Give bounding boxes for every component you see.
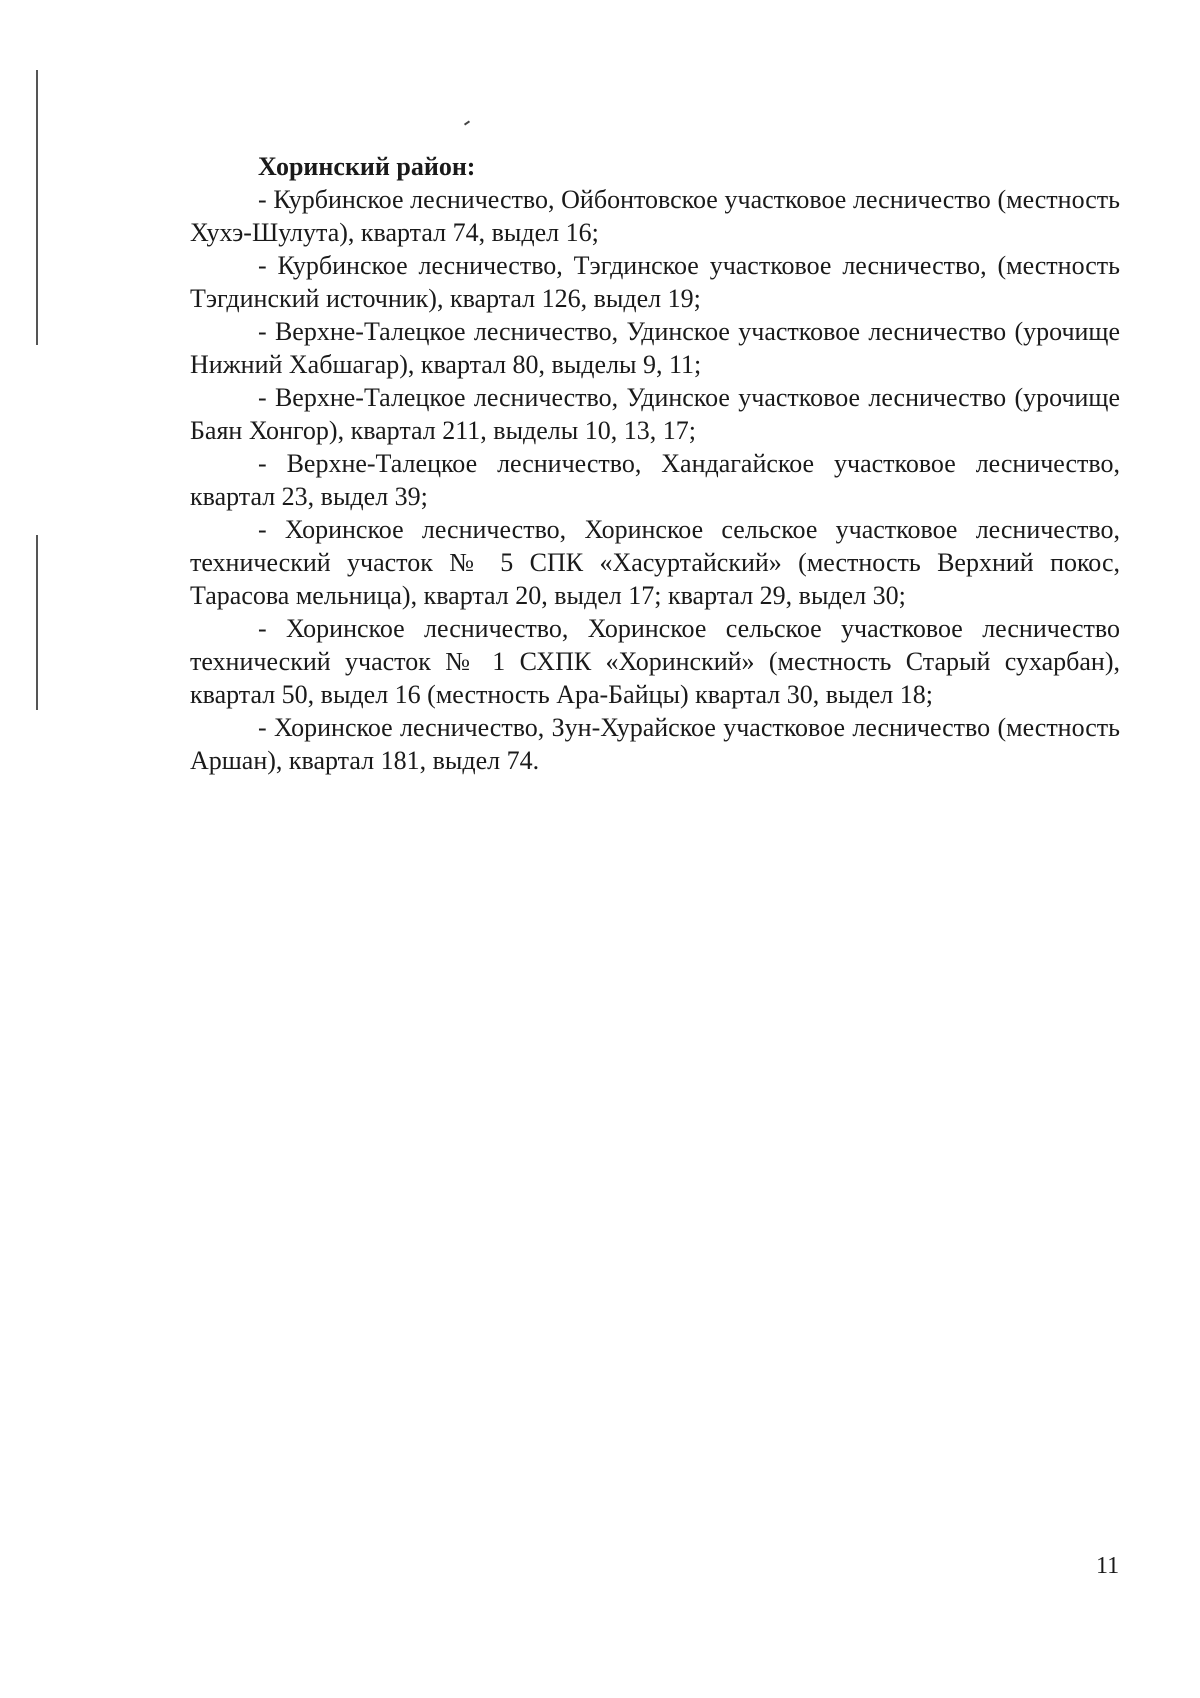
list-item: - Хоринское лесничество, Зун-Хурайское участковое лесничество (местность Аршан), квартал 181, выдел 74. bbox=[190, 713, 1120, 775]
list-item: - Курбинское лесничество, Тэгдинское участковое лесничество, (местность Тэгдинский источник), квартал 126, выдел 19; bbox=[190, 251, 1120, 313]
document-body bbox=[190, 150, 1120, 777]
scan-edge-mark bbox=[36, 70, 38, 345]
list-item: - Хоринское лесничество, Хоринское сельское участковое лесничество, технический участок № 5 СПК «Хасуртайский» (местность Верхний покос, Тарасова мельница), квартал 20, выдел 17; квартал 29, выдел 30; bbox=[190, 515, 1120, 610]
list-item: - Верхне-Талецкое лесничество, Удинское участковое лесничество (урочище Баян Хонгор), квартал 211, выделы 10, 13, 17; bbox=[190, 383, 1120, 445]
list-item: - Верхне-Талецкое лесничество, Удинское участковое лесничество (урочище Нижний Хабшагар), квартал 80, выделы 9, 11; bbox=[190, 317, 1120, 379]
list-item: - Хоринское лесничество, Хоринское сельское участковое лесничество технический участок № 1 СХПК «Хоринский» (местность Старый сухарбан), квартал 50, выдел 16 (местность Ара-Байцы) квартал 30, выдел 18; bbox=[190, 614, 1120, 709]
page-number: 11 bbox=[1096, 1553, 1120, 1579]
list-item: - Верхне-Талецкое лесничество, Хандагайское участковое лесничество, квартал 23, выдел 39; bbox=[190, 449, 1120, 511]
scan-edge-mark bbox=[36, 535, 38, 710]
section-heading: Хоринский район: bbox=[258, 152, 476, 181]
scan-speck bbox=[464, 120, 470, 125]
list-item: - Курбинское лесничество, Ойбонтовское участковое лесничество (местность Хухэ-Шулута), квартал 74, выдел 16; bbox=[190, 185, 1120, 247]
